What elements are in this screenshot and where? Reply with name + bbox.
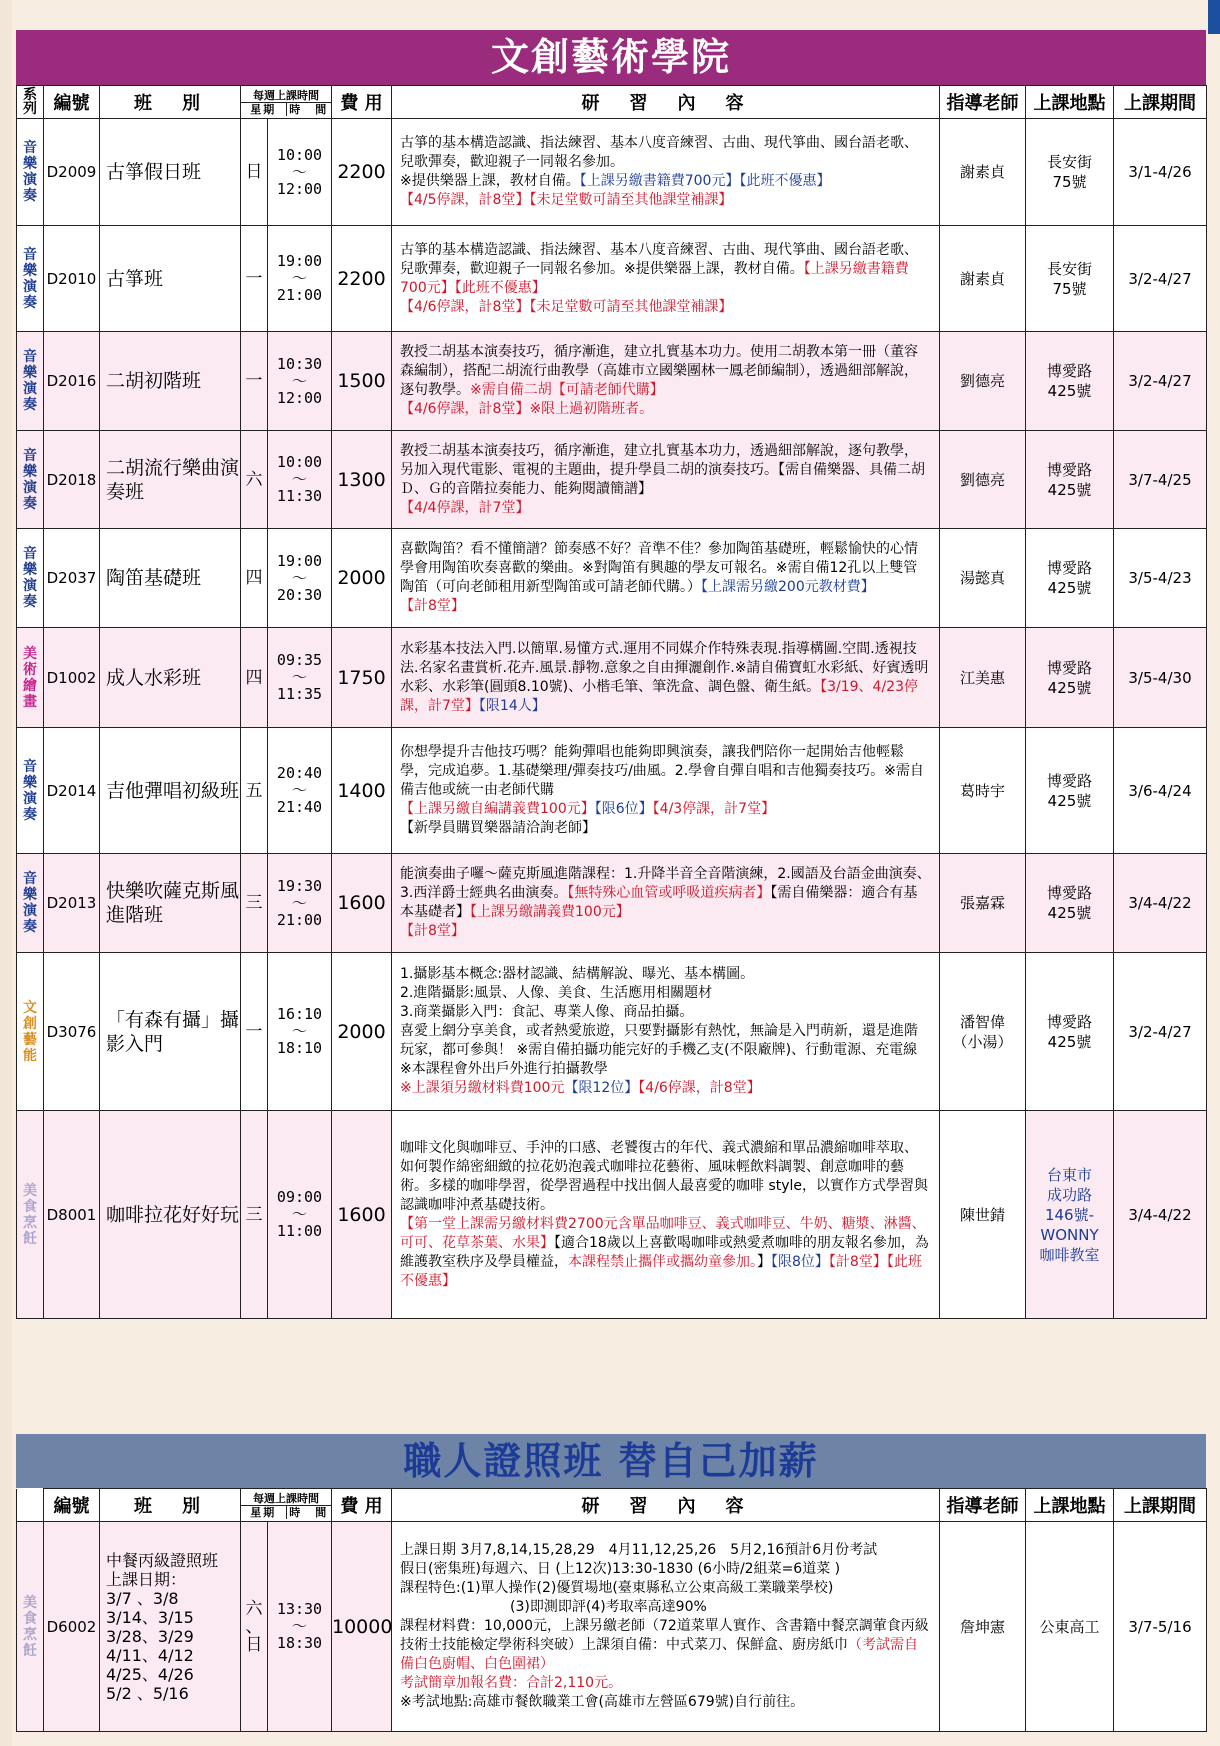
description: 古箏的基本構造認識、指法練習、基本八度音練習、古曲、現代箏曲、國台語老歌、兒歌彈奏，歡迎親子一同報名參加。 ※提供樂器上課，教材自備。【上課另繳書籍費700元】【此班不優惠】 【4/5停課，計8堂】【未足堂數可請至其他課堂補課】: [392, 119, 940, 226]
fee: 1600: [332, 854, 392, 953]
course-code: D2013: [44, 854, 100, 953]
location: 博愛路 425號: [1026, 332, 1114, 431]
period: 3/2-4/27: [1114, 226, 1207, 332]
course-name: 古箏班: [100, 226, 241, 332]
teacher: 潘智偉 （小湯）: [940, 953, 1026, 1111]
location: 博愛路 425號: [1026, 728, 1114, 854]
weekday: 四: [241, 628, 268, 728]
period: 3/2-4/27: [1114, 332, 1207, 431]
category: 音樂演奏: [17, 854, 44, 953]
section-title: 文創藝術學院: [16, 30, 1206, 85]
class-time: 13:30 ～ 18:30: [268, 1522, 332, 1732]
weekday: 一: [241, 332, 268, 431]
category: 文創藝能: [17, 953, 44, 1111]
description: 教授二胡基本演奏技巧，循序漸進，建立扎實基本功力，透過細部解說，逐句教學，另加入現代電影、電視的主題曲，提升學員二胡的演奏技巧。【需自備樂器、具備二胡Ｄ、Ｇ的音階拉奏能力、能夠閱讀簡譜】 【4/4停課，計7堂】: [392, 431, 940, 529]
class-time: 19:30 ～ 21:00: [268, 854, 332, 953]
weekday: 一: [241, 953, 268, 1111]
table-row: [17, 953, 1207, 1111]
class-time: 19:00 ～ 21:00: [268, 226, 332, 332]
location: 長安街 75號: [1026, 119, 1114, 226]
weekday: 六 、 日: [241, 1522, 268, 1732]
location: 博愛路 425號: [1026, 953, 1114, 1111]
certification-table: [16, 1488, 1207, 1732]
corner-tab: [1208, 0, 1220, 34]
course-name: 吉他彈唱初級班: [100, 728, 241, 854]
location: 長安街 75號: [1026, 226, 1114, 332]
teacher: 陳世錆: [940, 1111, 1026, 1319]
period: 3/7-5/16: [1114, 1522, 1207, 1732]
fee: 2200: [332, 226, 392, 332]
category: 美術繪畫: [17, 628, 44, 728]
description: 咖啡文化與咖啡豆、手沖的口感、老饕復古的年代、義式濃縮和單品濃縮咖啡萃取、如何製作綿密細緻的拉花奶泡義式咖啡拉花藝術、風味輕飲料調製、創意咖啡的藝術。多樣的咖啡學習，從學習過程中找出個人最喜愛的咖啡 style，以實作方式學習與認識咖啡沖煮基礎技術。 【第一堂上課需另繳材料費2700元含單品咖啡豆、義式咖啡豆、牛奶、糖漿、淋醬、可可、花草茶葉、水果】【適合18歲以上喜歡喝咖啡或熱愛煮咖啡的朋友報名參加，為維護教室秩序及學員權益，本課程禁止攜伴或攜幼童參加。】【限8位】【計8堂】【此班不優惠】: [392, 1111, 940, 1319]
class-time: 10:30 ～ 12:00: [268, 332, 332, 431]
description: 1.攝影基本概念:器材認識、結構解說、曝光、基本構圖。 2.進階攝影:風景、人像、美食、生活應用相關題材 3.商業攝影入門：食記、專業人像、商品拍攝。 喜愛上網分享美食，或者熱愛旅遊，只要對攝影有熱忱，無論是入門萌新，還是進階玩家，都可參與！ ※需自備拍攝功能完好的手機乙支(不限廠牌)、行動電源、充電線 ※本課程會外出戶外進行拍攝教學 ※上課須另繳材料費100元【限12位】【4/6停課，計8堂】: [392, 953, 940, 1111]
col-fee-header: 費 用: [332, 1489, 392, 1522]
course-name: 二胡流行樂曲演奏班: [100, 431, 241, 529]
teacher: 劉德亮: [940, 332, 1026, 431]
class-time: 10:00 ～ 12:00: [268, 119, 332, 226]
header-row: [17, 1489, 1207, 1522]
weekday: 日: [241, 119, 268, 226]
period: 3/1-4/26: [1114, 119, 1207, 226]
category: 音樂演奏: [17, 529, 44, 628]
col-time-header: 每週上課時間 星期 時 間: [241, 1489, 332, 1522]
fee: 1600: [332, 1111, 392, 1319]
course-code: D8001: [44, 1111, 100, 1319]
weekday: 三: [241, 854, 268, 953]
col-code-header: 編號: [44, 1489, 100, 1522]
table-row: [17, 728, 1207, 854]
teacher: 詹坤憲: [940, 1522, 1026, 1732]
col-cat-header: [17, 1489, 44, 1522]
class-time: 09:35 ～ 11:35: [268, 628, 332, 728]
col-time-header: 每週上課時間 星期 時 間: [241, 86, 332, 119]
course-code: D2018: [44, 431, 100, 529]
weekday: 三: [241, 1111, 268, 1319]
teacher: 謝素貞: [940, 119, 1026, 226]
weekday: 五: [241, 728, 268, 854]
period: 3/5-4/30: [1114, 628, 1207, 728]
teacher: 張嘉霖: [940, 854, 1026, 953]
class-time: 16:10 ～ 18:10: [268, 953, 332, 1111]
section-creative-arts: [16, 30, 1206, 1319]
fee: 1400: [332, 728, 392, 854]
section-certification: [16, 1434, 1206, 1732]
col-loc-header: 上課地點: [1026, 1489, 1114, 1522]
fee: 2200: [332, 119, 392, 226]
location: 博愛路 425號: [1026, 854, 1114, 953]
col-teacher-header: 指導老師: [940, 86, 1026, 119]
col-teacher-header: 指導老師: [940, 1489, 1026, 1522]
category: 音樂演奏: [17, 119, 44, 226]
period: 3/7-4/25: [1114, 431, 1207, 529]
course-name: 古箏假日班: [100, 119, 241, 226]
description: 喜歡陶笛？看不懂簡譜？節奏感不好？音準不佳？參加陶笛基礎班，輕鬆愉快的心情學會用陶笛吹奏喜歡的樂曲。※對陶笛有興趣的學友可報名。※需自備12孔以上雙管陶笛（可向老師租用新型陶笛或可請老師代購。）【上課需另繳200元教材費】【計8堂】: [392, 529, 940, 628]
description: 水彩基本技法入門.以簡單.易懂方式.運用不同媒介作特殊表現.指導構圖.空間.透視技法.名家名畫賞析.花卉.風景.靜物.意象之自由揮灑創作.※請自備寶虹水彩紙、好賓透明水彩、水彩筆(圓頭8.10號)、小楷毛筆、筆洗盒、調色盤、衛生紙。【3/19、4/23停課，計7堂】【限14人】: [392, 628, 940, 728]
col-desc-header: 研 習 內 容: [392, 1489, 940, 1522]
table-row: [17, 431, 1207, 529]
col-name-header: 班 別: [100, 86, 241, 119]
location: 博愛路 425號: [1026, 431, 1114, 529]
left-margin: [0, 0, 12, 1746]
section-title: 職人證照班 替自己加薪: [16, 1434, 1206, 1488]
fee: 1750: [332, 628, 392, 728]
table-row: [17, 628, 1207, 728]
class-time: 09:00 ～ 11:00: [268, 1111, 332, 1319]
fee: 1500: [332, 332, 392, 431]
course-code: D2016: [44, 332, 100, 431]
table-row: [17, 854, 1207, 953]
teacher: 湯懿真: [940, 529, 1026, 628]
category: 音樂演奏: [17, 332, 44, 431]
class-time: 20:40 ～ 21:40: [268, 728, 332, 854]
course-name: 快樂吹薩克斯風進階班: [100, 854, 241, 953]
teacher: 江美惠: [940, 628, 1026, 728]
teacher: 葛時宇: [940, 728, 1026, 854]
course-code: D1002: [44, 628, 100, 728]
table-row: [17, 1111, 1207, 1319]
category: 美食烹飪: [17, 1522, 44, 1732]
course-name: 成人水彩班: [100, 628, 241, 728]
fee: 1300: [332, 431, 392, 529]
weekday: 六: [241, 431, 268, 529]
category: 音樂演奏: [17, 728, 44, 854]
description: 教授二胡基本演奏技巧，循序漸進，建立扎實基本功力。使用二胡教本第一冊（董容森編制），搭配二胡流行曲教學（高雄市立國樂團林一鳳老師編制），透過細部解說，逐句教學。※需自備二胡【可請老師代購】 【4/6停課，計8堂】※限上過初階班者。: [392, 332, 940, 431]
table-row: [17, 1522, 1207, 1732]
description: 上課日期 3月7,8,14,15,28,29 4月11,12,25,26 5月2,16預計6月份考試 假日(密集班)每週六、日 (上12次)13:30-1830 (6小時/2組菜=6道菜 ) 課程特色:(1)單人操作(2)優質場地(臺東縣私立公東高級工業職業學校) (3)即測即評(4)考取率高達90% 課程材料費：10,000元，上課另繳老師（72道菜單人實作、含書籍中餐烹調葷食丙級技術士技能檢定學術科突破）上課須自備：中式菜刀、保鮮盒、廚房紙巾（考試需自備白色廚帽、白色圍裙） 考試簡章加報名費：合計2,110元。 ※考試地點:高雄市餐飲職業工會(高雄市左營區679號)自行前往。: [392, 1522, 940, 1732]
class-time: 19:00 ～ 20:30: [268, 529, 332, 628]
location: 博愛路 425號: [1026, 628, 1114, 728]
col-code-header: 編號: [44, 86, 100, 119]
description: 你想學提升吉他技巧嗎？能夠彈唱也能夠即興演奏，讓我們陪你一起開始吉他輕鬆學，完成追夢。1.基礎樂理/彈奏技巧/曲風。2.學會自彈自唱和吉他獨奏技巧。※需自備吉他或統一由老師代購 【上課另繳自編講義費100元】【限6位】【4/3停課，計7堂】 【新學員購買樂器請洽詢老師】: [392, 728, 940, 854]
fee: 2000: [332, 953, 392, 1111]
course-code: D2009: [44, 119, 100, 226]
col-name-header: 班 別: [100, 1489, 241, 1522]
table-row: [17, 119, 1207, 226]
location: 台東市 成功路 146號- WONNY 咖啡教室: [1026, 1111, 1114, 1319]
course-code: D6002: [44, 1522, 100, 1732]
col-period-header: 上課期間: [1114, 86, 1207, 119]
fee: 2000: [332, 529, 392, 628]
course-code: D3076: [44, 953, 100, 1111]
course-name: 「有森有攝」攝影入門: [100, 953, 241, 1111]
course-code: D2014: [44, 728, 100, 854]
col-desc-header: 研 習 內 容: [392, 86, 940, 119]
table-row: [17, 226, 1207, 332]
class-time: 10:00 ～ 11:30: [268, 431, 332, 529]
course-code: D2010: [44, 226, 100, 332]
period: 3/6-4/24: [1114, 728, 1207, 854]
category: 音樂演奏: [17, 226, 44, 332]
location: 公東高工: [1026, 1522, 1114, 1732]
period: 3/4-4/22: [1114, 854, 1207, 953]
teacher: 謝素貞: [940, 226, 1026, 332]
description: 古箏的基本構造認識、指法練習、基本八度音練習、古曲、現代箏曲、國台語老歌、兒歌彈奏，歡迎親子一同報名參加。※提供樂器上課，教材自備。【上課另繳書籍費700元】【此班不優惠】 【4/6停課，計8堂】【未足堂數可請至其他課堂補課】: [392, 226, 940, 332]
fee: 10000: [332, 1522, 392, 1732]
header-row: [17, 86, 1207, 119]
weekday: 四: [241, 529, 268, 628]
period: 3/2-4/27: [1114, 953, 1207, 1111]
course-name: 咖啡拉花好好玩: [100, 1111, 241, 1319]
teacher: 劉德亮: [940, 431, 1026, 529]
course-name: 二胡初階班: [100, 332, 241, 431]
course-code: D2037: [44, 529, 100, 628]
table-row: [17, 332, 1207, 431]
col-fee-header: 費 用: [332, 86, 392, 119]
col-loc-header: 上課地點: [1026, 86, 1114, 119]
table-row: [17, 529, 1207, 628]
col-cat-header: 系列: [17, 86, 44, 119]
period: 3/5-4/23: [1114, 529, 1207, 628]
category: 美食烹飪: [17, 1111, 44, 1319]
col-period-header: 上課期間: [1114, 1489, 1207, 1522]
course-table: [16, 85, 1207, 1319]
period: 3/4-4/22: [1114, 1111, 1207, 1319]
category: 音樂演奏: [17, 431, 44, 529]
course-name: 中餐丙級證照班 上課日期： 3/7 、3/8 3/14、3/15 3/28、3/29 4/11、4/12 4/25、4/26 5/2 、5/16: [100, 1522, 241, 1732]
description: 能演奏曲子囉～薩克斯風進階課程：1.升降半音全音階演練，2.國語及台語金曲演奏、3.西洋爵士經典名曲演奏。【無特殊心血管或呼吸道疾病者】【需自備樂器：適合有基本基礎者】【上課另繳講義費100元】 【計8堂】: [392, 854, 940, 953]
course-name: 陶笛基礎班: [100, 529, 241, 628]
weekday: 一: [241, 226, 268, 332]
location: 博愛路 425號: [1026, 529, 1114, 628]
